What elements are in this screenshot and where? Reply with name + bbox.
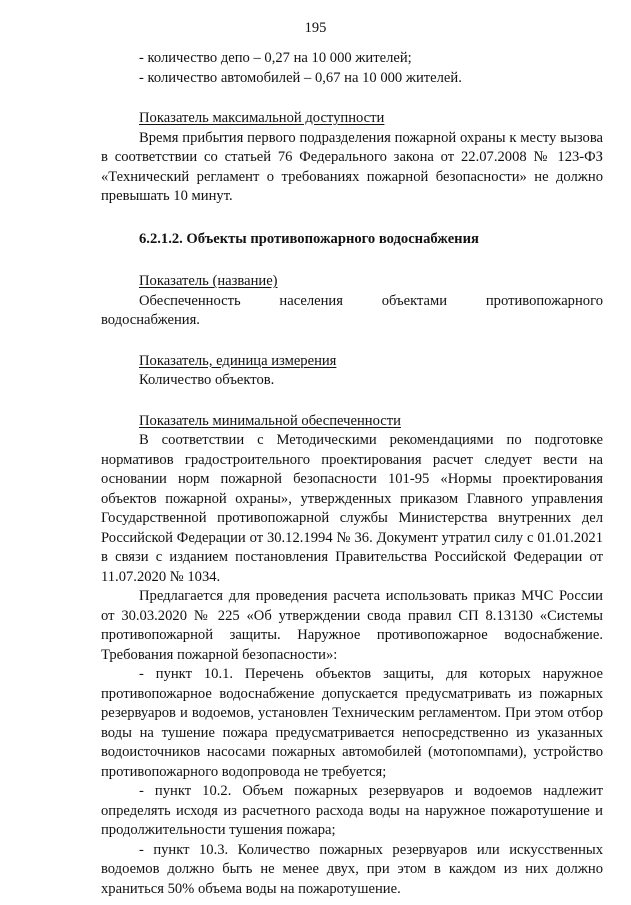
min-supply-label: Показатель минимальной обеспеченности — [139, 412, 401, 429]
item-10-3: - пункт 10.3. Количество пожарных резервуаров или искусственных водоемов должно быть не менее двух, при этом в каждом из них должно храниться 50% объема воды на пожаротушение. — [101, 841, 603, 897]
item-10-1: - пункт 10.1. Перечень объектов защиты, для которых наружное противопожарное водоснабжение допускается предусматривать из пожарных резервуаров и водоемов, установлен Техническим регламентом. При этом отбор воды на тушение пожара предусматривается непосредственно из указанных водоисточников насосами пожарных автомобилей (мотопомпами), устройство противопожарного водопровода не требуется; — [101, 666, 603, 780]
bullet-depots: - количество депо – 0,27 на 10 000 жителей; — [139, 50, 412, 66]
max-access-label: Показатель максимальной доступности — [139, 110, 385, 126]
section-heading: 6.2.1.2. Объекты противопожарного водоснабжения — [139, 230, 479, 247]
indicator-name-label: Показатель (название) — [139, 273, 278, 289]
indicator-unit-text: Количество объектов. — [139, 372, 275, 388]
max-access-text: Время прибытия первого подразделения пожарной охраны к месту вызова в соответствии со статьей 76 Федерального закона от 22.07.2008 № 123-ФЗ «Технический регламент о требованиях пожарной безопасности» не должно превышать 10 минут. — [101, 129, 603, 204]
indicator-unit-label: Показатель, единица измерения — [139, 352, 337, 369]
page-number: 195 — [304, 20, 327, 36]
item-10-2: - пункт 10.2. Объем пожарных резервуаров и водоемов надлежит определять исходя из расчетного расхода воды на наружное пожаротушение и продолжительности тушения пожара; — [101, 783, 603, 838]
min-supply-paragraph-1: В соответствии с Методическими рекомендациями по подготовке нормативов градостроительного проектирования расчет следует вести на основании норм пожарной безопасности 101-95 «Нормы проектирования объектов пожарной охраны», утвержденных приказом Главного управления Государственной противопожарной службы Министерства внутренних дел Российской Федерации от 30.12.1994 № 36. Документ утратил силу с 01.01.2021 в связи с изданием постановления Правительства Российской Федерации от 11.07.2020 № 1034. — [101, 432, 603, 585]
min-supply-paragraph-2: Предлагается для проведения расчета использовать приказ МЧС России от 30.03.2020 № 225 «Об утверждении свода правил СП 8.13130 «Системы противопожарной защиты. Наружное противопожарное водоснабжение. Требования пожарной безопасности»: — [101, 588, 603, 663]
indicator-name-text-line1: Обеспеченность населения объектами противопожарного — [139, 292, 603, 309]
indicator-name-text-line2: водоснабжения. — [101, 312, 200, 328]
bullet-vehicles: - количество автомобилей – 0,67 на 10 000 жителей. — [139, 69, 462, 86]
page-content — [101, 49, 603, 899]
